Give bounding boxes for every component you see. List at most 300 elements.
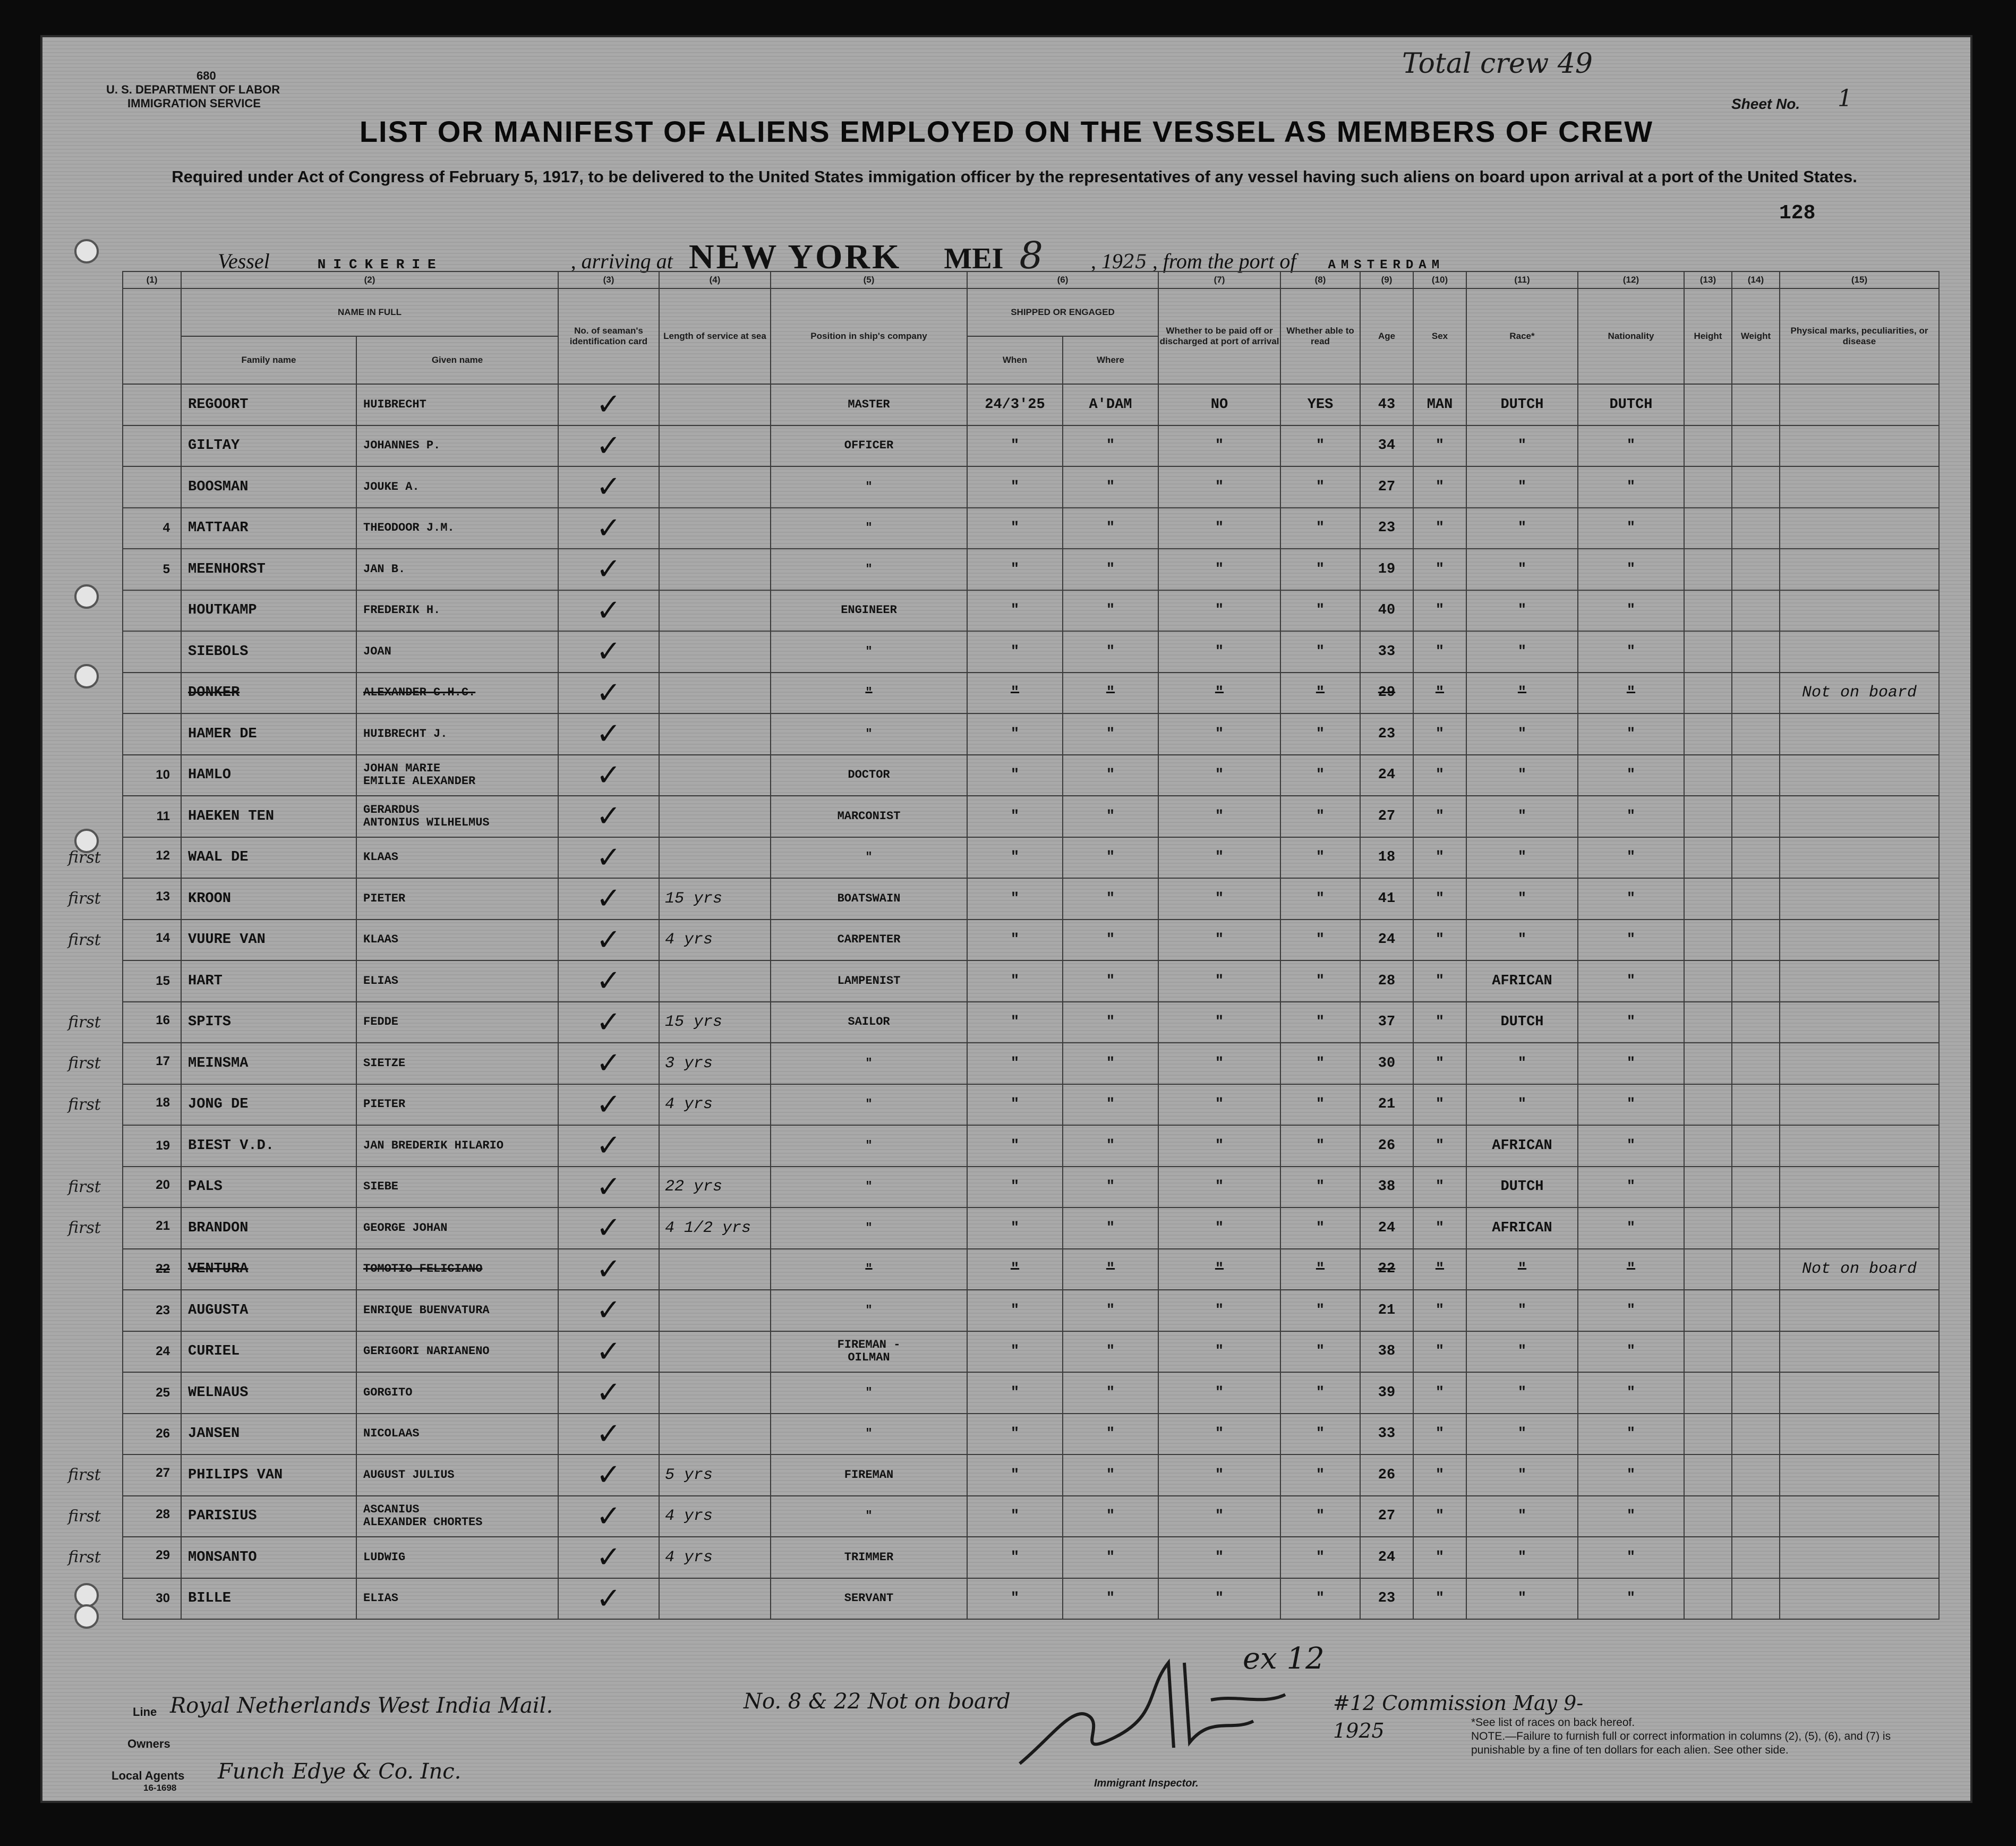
id-card-checkmark: ✓ <box>558 1537 659 1578</box>
given-name <box>356 1537 558 1578</box>
nationality: " <box>1578 960 1684 1002</box>
race: " <box>1466 631 1578 673</box>
id-card-checkmark: ✓ <box>558 1290 659 1331</box>
margin-note: first <box>68 1095 101 1114</box>
shipped-where: " <box>1063 590 1158 632</box>
id-card-checkmark: ✓ <box>558 1372 659 1414</box>
given-name <box>356 466 558 508</box>
weight <box>1732 1496 1780 1537</box>
physical-marks <box>1780 1002 1939 1043</box>
sex: " <box>1413 1125 1466 1167</box>
shipped-where: " <box>1063 878 1158 920</box>
age: 24 <box>1360 1537 1413 1578</box>
race: " <box>1466 1372 1578 1414</box>
length-of-service: 15 yrs <box>659 878 771 920</box>
position <box>771 755 967 796</box>
position-line: TRIMMER <box>844 1550 894 1564</box>
position-line: MARCONIST <box>837 809 901 823</box>
able-to-read: " <box>1280 960 1360 1002</box>
sex: " <box>1413 1043 1466 1084</box>
table-row <box>123 1207 1939 1249</box>
paid-off: " <box>1158 426 1280 467</box>
shipped-when: " <box>967 1043 1063 1084</box>
row-number-text: 23 <box>156 1303 170 1317</box>
shipped-when: " <box>967 673 1063 714</box>
paid-off: " <box>1158 1537 1280 1578</box>
arrival-port: NEW YORK <box>688 237 902 276</box>
position <box>771 1084 967 1126</box>
able-to-read: " <box>1280 1578 1360 1620</box>
able-to-read: " <box>1280 631 1360 673</box>
able-to-read: " <box>1280 1125 1360 1167</box>
given-name-line: ELIAS <box>363 1592 399 1605</box>
family-name: WAAL DE <box>181 837 356 879</box>
row-number <box>123 384 181 426</box>
shipped-where: " <box>1063 837 1158 879</box>
nationality: " <box>1578 426 1684 467</box>
paid-off: " <box>1158 1167 1280 1208</box>
id-card-checkmark: ✓ <box>558 549 659 590</box>
paid-off: " <box>1158 796 1280 837</box>
shipped-when: " <box>967 878 1063 920</box>
position-line: " <box>865 1056 873 1070</box>
given-name-line: SIETZE <box>363 1056 406 1070</box>
given-name-line: PIETER <box>363 1098 406 1111</box>
id-card-checkmark: ✓ <box>558 426 659 467</box>
id-card-checkmark: ✓ <box>558 384 659 426</box>
length-of-service <box>659 1331 771 1373</box>
able-to-read: " <box>1280 1454 1360 1496</box>
length-of-service <box>659 755 771 796</box>
crew-table <box>68 271 1940 1620</box>
age: 39 <box>1360 1372 1413 1414</box>
given-name <box>356 1207 558 1249</box>
physical-marks <box>1780 920 1939 961</box>
length-of-service <box>659 796 771 837</box>
given-name <box>356 1002 558 1043</box>
nationality: " <box>1578 878 1684 920</box>
age: 26 <box>1360 1125 1413 1167</box>
paid-off: " <box>1158 1125 1280 1167</box>
margin-note: first <box>68 1054 101 1073</box>
weight <box>1732 960 1780 1002</box>
row-number <box>123 960 181 1002</box>
length-of-service <box>659 1290 771 1331</box>
table-row <box>123 960 1939 1002</box>
annotation-commission: #12 Commission May 9-1925 <box>1333 1691 1584 1742</box>
shipped-when: " <box>967 755 1063 796</box>
position-line: " <box>865 1180 873 1194</box>
row-number <box>123 631 181 673</box>
race: " <box>1466 1578 1578 1620</box>
shipped-where: A'DAM <box>1063 384 1158 426</box>
paid-off: " <box>1158 713 1280 755</box>
given-name-line: TOMOTIO FELICIANO <box>363 1262 483 1276</box>
position <box>771 837 967 879</box>
length-of-service: 4 1/2 yrs <box>659 1207 771 1249</box>
length-of-service <box>659 1249 771 1290</box>
id-card-checkmark: ✓ <box>558 631 659 673</box>
row-number <box>68 920 181 961</box>
able-to-read: " <box>1280 590 1360 632</box>
weight <box>1732 1207 1780 1249</box>
age: 24 <box>1360 755 1413 796</box>
table-row <box>123 1290 1939 1331</box>
id-card-checkmark: ✓ <box>558 508 659 549</box>
penalty-note: NOTE.—Failure to furnish full or correct information in columns (2), (5), (6), and (7) is punishable by a fine of ten dollars for each alien. See other side. <box>1471 1730 1891 1756</box>
given-name <box>356 796 558 837</box>
race: DUTCH <box>1466 1002 1578 1043</box>
given-name <box>356 1084 558 1126</box>
height <box>1684 713 1732 755</box>
position-line: " <box>865 850 873 864</box>
physical-marks <box>1780 837 1939 879</box>
id-card-checkmark: ✓ <box>558 673 659 714</box>
department-block <box>106 69 280 110</box>
position-line: " <box>865 1221 873 1235</box>
family-name: GILTAY <box>181 426 356 467</box>
given-name <box>356 1372 558 1414</box>
length-of-service <box>659 590 771 632</box>
position-line: MASTER <box>848 397 890 411</box>
paid-off: " <box>1158 631 1280 673</box>
race: " <box>1466 1249 1578 1290</box>
age: 41 <box>1360 878 1413 920</box>
sex: " <box>1413 426 1466 467</box>
position <box>771 960 967 1002</box>
department-name: U. S. DEPARTMENT OF LABOR <box>106 83 280 96</box>
id-card-checkmark: ✓ <box>558 1331 659 1373</box>
id-card-checkmark: ✓ <box>558 755 659 796</box>
shipped-when: " <box>967 508 1063 549</box>
given-name <box>356 384 558 426</box>
given-name-line: KLAAS <box>363 933 399 947</box>
length-of-service <box>659 384 771 426</box>
paid-off: " <box>1158 1414 1280 1455</box>
header-id-card: No. of seaman's identification card <box>558 288 659 384</box>
position <box>771 673 967 714</box>
form-code: 16-1698 <box>143 1783 177 1793</box>
position-line: OFFICER <box>844 439 894 453</box>
sex: " <box>1413 920 1466 961</box>
physical-marks <box>1780 1331 1939 1373</box>
col-num-13: (13) <box>1684 271 1732 288</box>
owners-label: Owners <box>127 1737 170 1750</box>
row-number-text: 29 <box>156 1548 170 1563</box>
age: 21 <box>1360 1084 1413 1126</box>
physical-marks <box>1780 1290 1939 1331</box>
margin-note: first <box>68 1548 101 1567</box>
row-number-text: 16 <box>156 1013 170 1027</box>
height <box>1684 1537 1732 1578</box>
race: " <box>1466 1331 1578 1373</box>
weight <box>1732 1372 1780 1414</box>
table-row <box>123 508 1939 549</box>
age: 28 <box>1360 960 1413 1002</box>
shipped-where: " <box>1063 1084 1158 1126</box>
sex: " <box>1413 713 1466 755</box>
able-to-read: " <box>1280 1414 1360 1455</box>
age: 27 <box>1360 796 1413 837</box>
vessel-name: NICKERIE <box>317 257 443 273</box>
race: " <box>1466 755 1578 796</box>
col-num-6: (6) <box>967 271 1158 288</box>
sex: " <box>1413 1290 1466 1331</box>
table-row <box>123 1414 1939 1455</box>
shipped-where: " <box>1063 920 1158 961</box>
race: " <box>1466 1414 1578 1455</box>
punch-hole <box>74 584 99 609</box>
race: " <box>1466 796 1578 837</box>
paid-off: " <box>1158 920 1280 961</box>
given-name <box>356 1414 558 1455</box>
able-to-read: " <box>1280 1084 1360 1126</box>
able-to-read: " <box>1280 1290 1360 1331</box>
table-row <box>123 426 1939 467</box>
given-name <box>356 920 558 961</box>
paid-off: " <box>1158 1002 1280 1043</box>
row-number-text: 13 <box>156 889 170 904</box>
given-name-line: KLAAS <box>363 850 399 864</box>
age: 26 <box>1360 1454 1413 1496</box>
length-of-service <box>659 837 771 879</box>
given-name <box>356 1578 558 1620</box>
family-name: MEENHORST <box>181 549 356 590</box>
row-number-text: 10 <box>156 768 170 782</box>
paid-off: " <box>1158 549 1280 590</box>
shipped-when: " <box>967 1125 1063 1167</box>
paid-off: " <box>1158 837 1280 879</box>
height <box>1684 508 1732 549</box>
position <box>771 713 967 755</box>
shipped-when: " <box>967 1249 1063 1290</box>
family-name: HAMER DE <box>181 713 356 755</box>
sex: " <box>1413 590 1466 632</box>
age: 29 <box>1360 673 1413 714</box>
family-name: HAEKEN TEN <box>181 796 356 837</box>
family-name: AUGUSTA <box>181 1290 356 1331</box>
given-name-line: JOUKE A. <box>363 480 420 494</box>
margin-note: first <box>68 1219 101 1238</box>
header-physical-marks: Physical marks, peculiarities, or disease <box>1780 288 1939 384</box>
family-name: SPITS <box>181 1002 356 1043</box>
id-card-checkmark: ✓ <box>558 1084 659 1126</box>
height <box>1684 1290 1732 1331</box>
line-value: Royal Netherlands West India Mail. <box>170 1694 553 1718</box>
position-line: " <box>865 644 873 658</box>
shipped-when: " <box>967 549 1063 590</box>
given-name <box>356 755 558 796</box>
col-num-12: (12) <box>1578 271 1684 288</box>
header-able-read: Whether able to read <box>1280 288 1360 384</box>
id-card-checkmark: ✓ <box>558 920 659 961</box>
paid-off: " <box>1158 466 1280 508</box>
given-name-line: GERIGORI NARIANENO <box>363 1345 490 1358</box>
margin-note: first <box>68 848 101 867</box>
position <box>771 1537 967 1578</box>
able-to-read: " <box>1280 1207 1360 1249</box>
row-number <box>68 1002 181 1043</box>
paid-off: " <box>1158 960 1280 1002</box>
age: 23 <box>1360 713 1413 755</box>
height <box>1684 1331 1732 1373</box>
length-of-service <box>659 1414 771 1455</box>
weight <box>1732 878 1780 920</box>
page-subtitle: Required under Act of Congress of February 5, 1917, to be delivered to the United States immigation officer by the representatives of any vessel having such aliens on board upon arrival at a port of the United States. <box>172 167 1857 186</box>
row-number <box>123 796 181 837</box>
id-card-checkmark: ✓ <box>558 590 659 632</box>
given-name-line-2: ALEXANDER CHORTES <box>363 1516 483 1529</box>
position <box>771 384 967 426</box>
table-row <box>123 1084 1939 1126</box>
row-number <box>123 426 181 467</box>
id-card-checkmark: ✓ <box>558 713 659 755</box>
shipped-where: " <box>1063 466 1158 508</box>
sex: " <box>1413 837 1466 879</box>
position-line: SAILOR <box>848 1015 890 1029</box>
header-sex: Sex <box>1413 288 1466 384</box>
row-number-text: 28 <box>156 1507 170 1521</box>
row-number <box>68 1084 181 1126</box>
given-name-line: HUIBRECHT J. <box>363 727 448 741</box>
nationality: " <box>1578 1125 1684 1167</box>
position-line: " <box>865 562 873 576</box>
race: " <box>1466 837 1578 879</box>
family-name: BOOSMAN <box>181 466 356 508</box>
given-name <box>356 878 558 920</box>
family-name: BRANDON <box>181 1207 356 1249</box>
height <box>1684 1414 1732 1455</box>
header-number-spacer <box>123 288 181 384</box>
age: 24 <box>1360 920 1413 961</box>
physical-marks <box>1780 1167 1939 1208</box>
nationality: " <box>1578 1331 1684 1373</box>
table-row <box>123 1331 1939 1373</box>
length-of-service <box>659 508 771 549</box>
shipped-where: " <box>1063 796 1158 837</box>
length-of-service: 4 yrs <box>659 1084 771 1126</box>
paid-off: " <box>1158 1084 1280 1126</box>
header-shipped-engaged: SHIPPED OR ENGAGED <box>967 288 1158 336</box>
family-name: MATTAAR <box>181 508 356 549</box>
shipped-where: " <box>1063 1002 1158 1043</box>
position-line: FIREMAN <box>844 1468 894 1482</box>
position-line: " <box>865 1303 873 1317</box>
position-line: BOATSWAIN <box>837 891 901 905</box>
given-name-line: GORGITO <box>363 1385 413 1399</box>
margin-note: first <box>68 1013 101 1032</box>
arrival-day: 8 <box>1019 234 1043 277</box>
weight <box>1732 590 1780 632</box>
height <box>1684 755 1732 796</box>
nationality: " <box>1578 673 1684 714</box>
weight <box>1732 1290 1780 1331</box>
position <box>771 466 967 508</box>
given-name-line: ALEXANDER C.H.C. <box>363 686 476 700</box>
nationality: " <box>1578 837 1684 879</box>
height <box>1684 920 1732 961</box>
manifest-sheet <box>42 37 1970 1801</box>
shipped-when: " <box>967 1414 1063 1455</box>
given-name-line: JAN B. <box>363 562 406 576</box>
position-line: " <box>865 1509 873 1523</box>
row-number-text: 20 <box>156 1177 170 1192</box>
physical-marks <box>1780 713 1939 755</box>
position-line: CARPENTER <box>837 933 901 947</box>
age: 27 <box>1360 1496 1413 1537</box>
position <box>771 508 967 549</box>
weight <box>1732 920 1780 961</box>
id-card-checkmark: ✓ <box>558 1125 659 1167</box>
col-num-8: (8) <box>1280 271 1360 288</box>
header-family-name: Family name <box>181 336 356 384</box>
col-num-4: (4) <box>659 271 771 288</box>
shipped-where: " <box>1063 1290 1158 1331</box>
crew-table-body <box>68 384 1939 1619</box>
id-card-checkmark: ✓ <box>558 1207 659 1249</box>
row-number <box>123 466 181 508</box>
position-line: LAMPENIST <box>837 974 901 988</box>
table-row <box>123 837 1939 879</box>
sex: " <box>1413 796 1466 837</box>
nationality: " <box>1578 1167 1684 1208</box>
family-name: JONG DE <box>181 1084 356 1126</box>
position-line: " <box>865 686 873 700</box>
sex: " <box>1413 673 1466 714</box>
given-name <box>356 549 558 590</box>
able-to-read: " <box>1280 796 1360 837</box>
length-of-service <box>659 713 771 755</box>
row-number <box>123 1372 181 1414</box>
age: 43 <box>1360 384 1413 426</box>
row-number <box>123 1414 181 1455</box>
table-row <box>123 384 1939 426</box>
age: 21 <box>1360 1290 1413 1331</box>
row-number <box>123 1125 181 1167</box>
nationality: " <box>1578 631 1684 673</box>
family-name: SIEBOLS <box>181 631 356 673</box>
able-to-read: " <box>1280 1043 1360 1084</box>
race: " <box>1466 466 1578 508</box>
able-to-read: " <box>1280 837 1360 879</box>
sex: " <box>1413 960 1466 1002</box>
given-name <box>356 1454 558 1496</box>
shipped-when: " <box>967 1372 1063 1414</box>
physical-marks <box>1780 1537 1939 1578</box>
shipped-when: " <box>967 466 1063 508</box>
able-to-read: " <box>1280 878 1360 920</box>
position <box>771 549 967 590</box>
table-row <box>123 1454 1939 1496</box>
position <box>771 1002 967 1043</box>
position <box>771 1414 967 1455</box>
id-card-checkmark: ✓ <box>558 796 659 837</box>
height <box>1684 384 1732 426</box>
table-row <box>123 1372 1939 1414</box>
weight <box>1732 1167 1780 1208</box>
sex: " <box>1413 1372 1466 1414</box>
id-card-checkmark: ✓ <box>558 1454 659 1496</box>
given-name-line: HUIBRECHT <box>363 397 426 411</box>
margin-note: first <box>68 1507 101 1526</box>
age: 18 <box>1360 837 1413 879</box>
row-number <box>68 1496 181 1537</box>
row-number-text: 25 <box>156 1385 170 1400</box>
length-of-service <box>659 673 771 714</box>
shipped-where: " <box>1063 508 1158 549</box>
height <box>1684 1249 1732 1290</box>
shipped-when: " <box>967 1578 1063 1620</box>
